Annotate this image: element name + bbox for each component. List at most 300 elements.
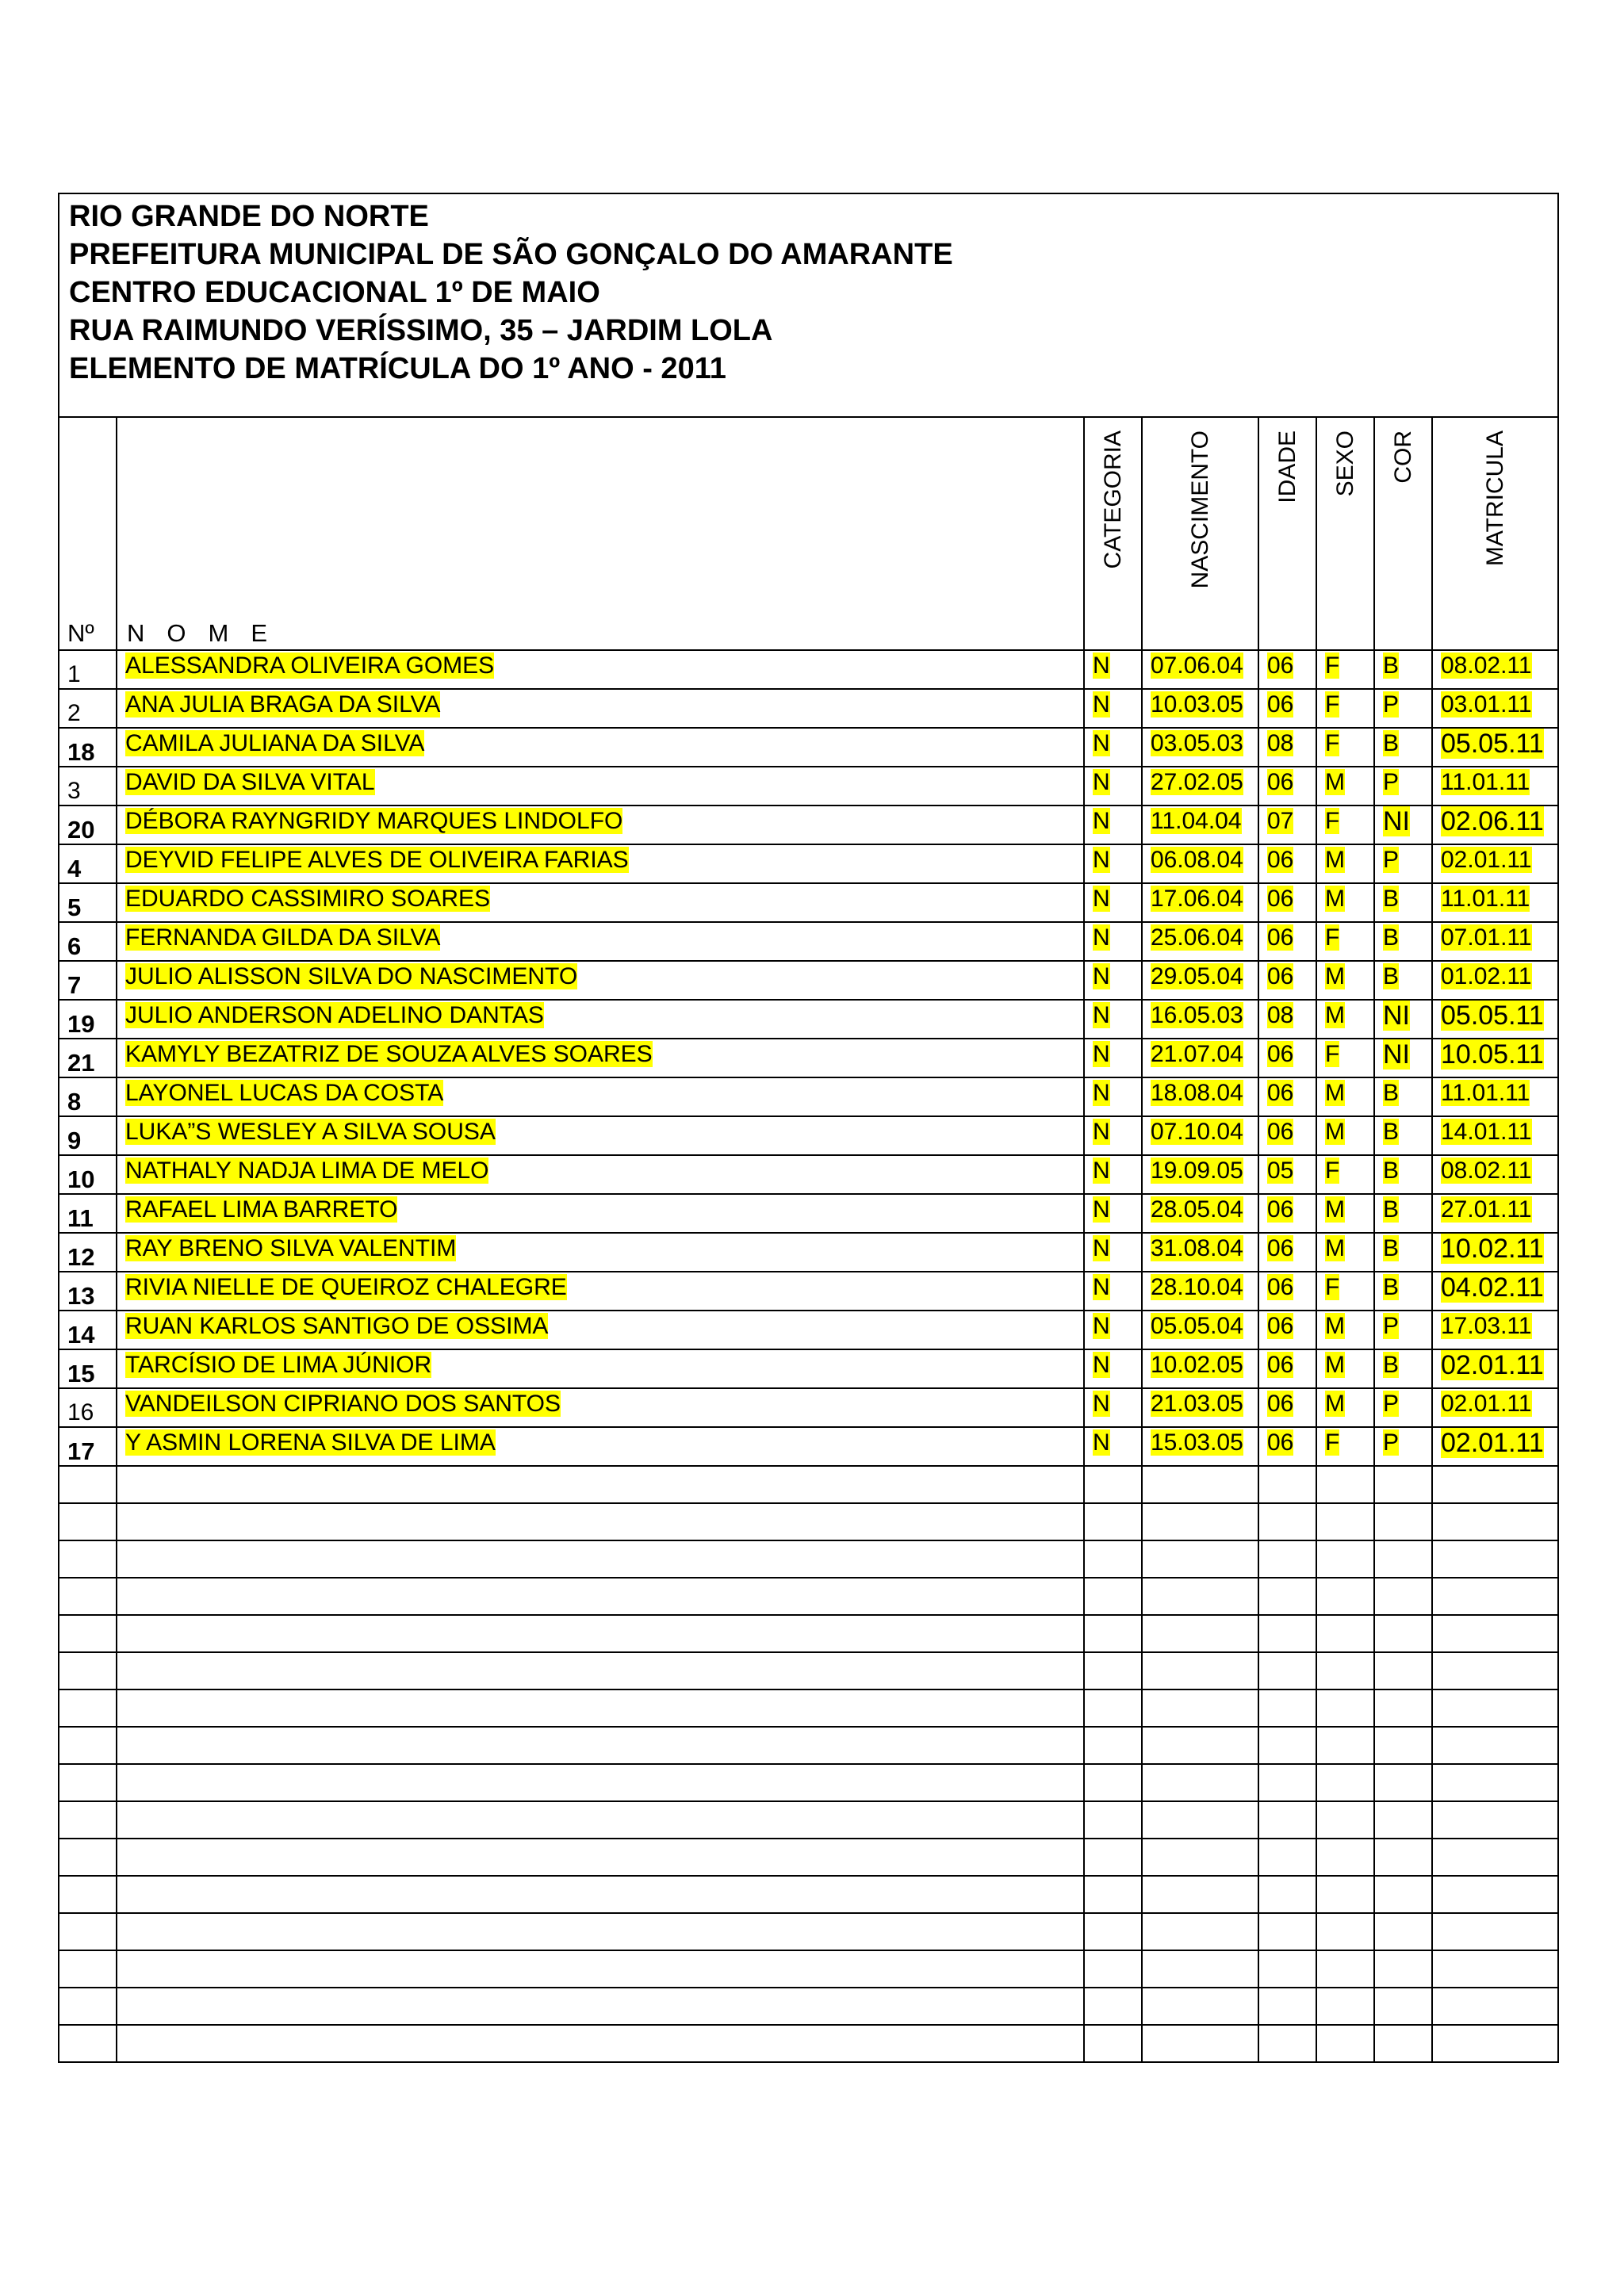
student-cor: NI <box>1383 1001 1410 1031</box>
student-number: 8 <box>59 1077 117 1116</box>
student-categoria-cell <box>1084 650 1142 689</box>
student-nome-cell <box>117 1349 1084 1388</box>
student-cor: B <box>1383 1352 1400 1378</box>
empty-cell <box>1316 1466 1374 1503</box>
table-row <box>59 922 1558 961</box>
student-idade-cell <box>1258 1077 1316 1116</box>
header-row <box>59 193 1558 417</box>
student-nascimento-cell <box>1142 728 1258 767</box>
student-idade: 06 <box>1267 963 1294 989</box>
document-header <box>59 193 1558 417</box>
empty-row <box>59 1839 1558 1876</box>
student-nascimento: 21.03.05 <box>1151 1391 1243 1417</box>
empty-cell <box>1374 1466 1432 1503</box>
empty-cell <box>1142 2025 1258 2062</box>
student-number: 12 <box>59 1233 117 1272</box>
student-nome-cell <box>117 1427 1084 1466</box>
student-idade-cell <box>1258 806 1316 844</box>
empty-cell <box>1084 1988 1142 2025</box>
empty-cell <box>1316 2025 1374 2062</box>
empty-cell <box>1432 1839 1558 1876</box>
empty-cell <box>1084 1950 1142 1988</box>
student-matricula: 07.01.11 <box>1441 924 1532 951</box>
empty-cell <box>1084 1913 1142 1950</box>
empty-row <box>59 1801 1558 1839</box>
student-cor: P <box>1383 1429 1400 1456</box>
student-categoria: N <box>1093 1235 1110 1261</box>
empty-row <box>59 1988 1558 2025</box>
header-address: RUA RAIMUNDO VERÍSSIMO, 35 – JARDIM LOLA <box>69 314 773 347</box>
empty-cell <box>1374 1578 1432 1615</box>
student-matricula: 03.01.11 <box>1441 691 1532 718</box>
student-categoria: N <box>1093 769 1110 795</box>
student-categoria: N <box>1093 691 1110 718</box>
student-number: 9 <box>59 1116 117 1155</box>
student-idade-cell <box>1258 961 1316 1000</box>
empty-cell <box>1142 1801 1258 1839</box>
student-matricula: 10.05.11 <box>1441 1039 1544 1070</box>
student-cor-cell <box>1374 728 1432 767</box>
student-nascimento: 31.08.04 <box>1151 1235 1243 1261</box>
empty-row <box>59 1950 1558 1988</box>
table-row <box>59 1039 1558 1077</box>
student-sexo: M <box>1325 963 1345 989</box>
student-sexo: M <box>1325 1119 1345 1145</box>
student-cor: B <box>1383 1080 1400 1106</box>
empty-cell <box>1316 1801 1374 1839</box>
student-nome-cell <box>117 844 1084 883</box>
student-cor: P <box>1383 847 1400 873</box>
empty-cell <box>1432 1540 1558 1578</box>
empty-cell <box>1432 1801 1558 1839</box>
empty-cell <box>1432 1727 1558 1764</box>
student-cor-cell <box>1374 844 1432 883</box>
student-nome: RIVIA NIELLE DE QUEIROZ CHALEGRE <box>125 1274 567 1300</box>
student-idade: 08 <box>1267 730 1294 756</box>
empty-cell <box>1432 1503 1558 1540</box>
empty-cell <box>1374 1503 1432 1540</box>
student-sexo: M <box>1325 1391 1345 1417</box>
student-nome: DEYVID FELIPE ALVES DE OLIVEIRA FARIAS <box>125 847 629 873</box>
student-cor-cell <box>1374 1155 1432 1194</box>
empty-cell <box>117 1727 1084 1764</box>
student-idade: 06 <box>1267 652 1294 679</box>
empty-cell <box>1142 1578 1258 1615</box>
student-cor-cell <box>1374 1039 1432 1077</box>
table-row <box>59 767 1558 806</box>
student-sexo-cell <box>1316 1077 1374 1116</box>
empty-cell <box>117 1615 1084 1652</box>
student-idade-cell <box>1258 1194 1316 1233</box>
empty-cell <box>117 1540 1084 1578</box>
student-categoria: N <box>1093 1119 1110 1145</box>
student-matricula: 02.01.11 <box>1441 1428 1544 1458</box>
empty-cell <box>1374 1876 1432 1913</box>
student-cor: B <box>1383 1274 1400 1300</box>
col-nascimento-label: NASCIMENTO <box>1186 430 1213 589</box>
student-nascimento: 10.02.05 <box>1151 1352 1243 1378</box>
student-idade: 08 <box>1267 1002 1294 1028</box>
student-sexo: M <box>1325 1235 1345 1261</box>
student-nascimento: 07.10.04 <box>1151 1119 1243 1145</box>
table-row <box>59 1311 1558 1349</box>
student-number: 17 <box>59 1427 117 1466</box>
student-cor: NI <box>1383 1039 1410 1070</box>
empty-cell <box>1084 1652 1142 1689</box>
student-idade-cell <box>1258 1388 1316 1427</box>
empty-cell <box>1432 1689 1558 1727</box>
student-nascimento: 28.05.04 <box>1151 1196 1243 1223</box>
student-nome: Y ASMIN LORENA SILVA DE LIMA <box>125 1429 496 1456</box>
student-sexo-cell <box>1316 961 1374 1000</box>
student-categoria-cell <box>1084 1272 1142 1311</box>
enrollment-table <box>58 193 1559 2063</box>
empty-cell <box>1316 1652 1374 1689</box>
enrollment-sheet <box>58 193 1557 2063</box>
table-row <box>59 844 1558 883</box>
empty-cell <box>1084 1839 1142 1876</box>
student-nascimento: 03.05.03 <box>1151 730 1243 756</box>
empty-cell <box>1316 1764 1374 1801</box>
student-matricula-cell <box>1432 1039 1558 1077</box>
empty-cell <box>59 1950 117 1988</box>
student-sexo: M <box>1325 1352 1345 1378</box>
student-categoria-cell <box>1084 1311 1142 1349</box>
student-cor: B <box>1383 886 1400 912</box>
empty-cell <box>1258 1727 1316 1764</box>
empty-cell <box>1316 1540 1374 1578</box>
student-sexo: M <box>1325 1002 1345 1028</box>
empty-cell <box>59 1466 117 1503</box>
student-nascimento: 29.05.04 <box>1151 963 1243 989</box>
table-row <box>59 1233 1558 1272</box>
student-cor: B <box>1383 924 1400 951</box>
empty-cell <box>59 1839 117 1876</box>
student-categoria-cell <box>1084 1039 1142 1077</box>
student-categoria-cell <box>1084 1388 1142 1427</box>
student-categoria-cell <box>1084 883 1142 922</box>
student-sexo: F <box>1325 1274 1340 1300</box>
empty-cell <box>1374 2025 1432 2062</box>
student-matricula: 27.01.11 <box>1441 1196 1532 1223</box>
student-sexo-cell <box>1316 1233 1374 1272</box>
empty-cell <box>59 1652 117 1689</box>
table-row <box>59 1155 1558 1194</box>
empty-row <box>59 1764 1558 1801</box>
student-sexo-cell <box>1316 1427 1374 1466</box>
student-idade-cell <box>1258 1155 1316 1194</box>
empty-cell <box>1142 1727 1258 1764</box>
empty-cell <box>117 1578 1084 1615</box>
student-nome: NATHALY NADJA LIMA DE MELO <box>125 1158 489 1184</box>
student-number: 16 <box>59 1388 117 1427</box>
student-nascimento: 05.05.04 <box>1151 1313 1243 1339</box>
student-nome-cell <box>117 961 1084 1000</box>
empty-cell <box>117 1801 1084 1839</box>
student-cor: P <box>1383 1391 1400 1417</box>
col-cor-header <box>1374 417 1432 650</box>
student-number: 18 <box>59 728 117 767</box>
student-idade-cell <box>1258 767 1316 806</box>
student-nome: LUKA”S WESLEY A SILVA SOUSA <box>125 1119 496 1145</box>
empty-cell <box>1084 1689 1142 1727</box>
student-matricula: 02.06.11 <box>1441 806 1544 836</box>
student-categoria-cell <box>1084 689 1142 728</box>
student-nome: ALESSANDRA OLIVEIRA GOMES <box>125 652 495 679</box>
empty-cell <box>59 1988 117 2025</box>
student-number: 7 <box>59 961 117 1000</box>
student-idade: 06 <box>1267 1391 1294 1417</box>
student-cor: B <box>1383 652 1400 679</box>
student-nascimento: 21.07.04 <box>1151 1041 1243 1067</box>
empty-cell <box>1142 1913 1258 1950</box>
student-cor-cell <box>1374 1388 1432 1427</box>
student-nascimento-cell <box>1142 1039 1258 1077</box>
empty-cell <box>1142 1950 1258 1988</box>
empty-cell <box>1142 1839 1258 1876</box>
empty-cell <box>1432 1652 1558 1689</box>
student-sexo: F <box>1325 1158 1340 1184</box>
student-nascimento-cell <box>1142 922 1258 961</box>
student-matricula-cell <box>1432 1272 1558 1311</box>
student-number: 20 <box>59 806 117 844</box>
empty-cell <box>1374 1839 1432 1876</box>
student-matricula-cell <box>1432 767 1558 806</box>
student-matricula: 02.01.11 <box>1441 847 1532 873</box>
student-matricula-cell <box>1432 883 1558 922</box>
student-matricula: 02.01.11 <box>1441 1391 1532 1417</box>
empty-cell <box>1084 1503 1142 1540</box>
empty-cell <box>1316 1615 1374 1652</box>
student-idade-cell <box>1258 1272 1316 1311</box>
student-categoria: N <box>1093 1429 1110 1456</box>
student-nome: DÉBORA RAYNGRIDY MARQUES LINDOLFO <box>125 808 623 834</box>
student-nascimento-cell <box>1142 689 1258 728</box>
student-nome-cell <box>117 1000 1084 1039</box>
empty-cell <box>1258 1764 1316 1801</box>
student-nome: CAMILA JULIANA DA SILVA <box>125 730 425 756</box>
student-cor: P <box>1383 691 1400 718</box>
student-nome-cell <box>117 806 1084 844</box>
empty-cell <box>1142 1764 1258 1801</box>
empty-cell <box>59 1727 117 1764</box>
student-nome-cell <box>117 650 1084 689</box>
student-cor: B <box>1383 1119 1400 1145</box>
student-idade-cell <box>1258 883 1316 922</box>
table-row <box>59 728 1558 767</box>
student-idade: 06 <box>1267 1274 1294 1300</box>
student-nascimento: 17.06.04 <box>1151 886 1243 912</box>
empty-row <box>59 1540 1558 1578</box>
student-matricula-cell <box>1432 1194 1558 1233</box>
student-nascimento: 11.04.04 <box>1151 808 1242 834</box>
student-nascimento-cell <box>1142 650 1258 689</box>
student-nascimento-cell <box>1142 1349 1258 1388</box>
student-categoria: N <box>1093 1274 1110 1300</box>
student-matricula-cell <box>1432 922 1558 961</box>
empty-cell <box>59 2025 117 2062</box>
student-cor-cell <box>1374 1349 1432 1388</box>
student-sexo-cell <box>1316 728 1374 767</box>
student-nome-cell <box>117 1311 1084 1349</box>
student-cor: B <box>1383 963 1400 989</box>
student-cor-cell <box>1374 650 1432 689</box>
empty-cell <box>1432 1466 1558 1503</box>
empty-cell <box>117 1466 1084 1503</box>
student-matricula: 17.03.11 <box>1441 1313 1532 1339</box>
header-school: CENTRO EDUCACIONAL 1º DE MAIO <box>69 276 600 309</box>
student-sexo-cell <box>1316 1311 1374 1349</box>
empty-cell <box>1084 1727 1142 1764</box>
empty-cell <box>1258 1913 1316 1950</box>
col-categoria-header <box>1084 417 1142 650</box>
table-row <box>59 689 1558 728</box>
student-number: 13 <box>59 1272 117 1311</box>
empty-cell <box>1258 1950 1316 1988</box>
empty-cell <box>1374 1652 1432 1689</box>
table-row <box>59 650 1558 689</box>
student-categoria: N <box>1093 1041 1110 1067</box>
student-sexo-cell <box>1316 1272 1374 1311</box>
empty-cell <box>59 1801 117 1839</box>
student-categoria: N <box>1093 924 1110 951</box>
student-sexo-cell <box>1316 767 1374 806</box>
student-nascimento-cell <box>1142 1311 1258 1349</box>
student-idade: 06 <box>1267 691 1294 718</box>
empty-cell <box>1432 1764 1558 1801</box>
empty-cell <box>1142 1652 1258 1689</box>
student-categoria: N <box>1093 886 1110 912</box>
student-nome-cell <box>117 689 1084 728</box>
empty-cell <box>1084 1578 1142 1615</box>
student-categoria-cell <box>1084 1349 1142 1388</box>
student-nome-cell <box>117 1388 1084 1427</box>
student-idade-cell <box>1258 844 1316 883</box>
student-nome-cell <box>117 1116 1084 1155</box>
empty-cell <box>59 1913 117 1950</box>
col-nome-header: NOME <box>117 417 1084 650</box>
empty-cell <box>1084 1466 1142 1503</box>
student-nascimento: 06.08.04 <box>1151 847 1243 873</box>
student-nascimento-cell <box>1142 961 1258 1000</box>
student-number: 10 <box>59 1155 117 1194</box>
student-sexo: F <box>1325 924 1340 951</box>
empty-cell <box>1432 1578 1558 1615</box>
empty-row <box>59 1615 1558 1652</box>
student-matricula: 08.02.11 <box>1441 652 1532 679</box>
empty-cell <box>1316 1689 1374 1727</box>
table-row <box>59 1077 1558 1116</box>
table-row <box>59 1116 1558 1155</box>
student-idade-cell <box>1258 728 1316 767</box>
empty-cell <box>1142 1503 1258 1540</box>
col-idade-header <box>1258 417 1316 650</box>
student-nascimento: 27.02.05 <box>1151 769 1243 795</box>
student-number: 15 <box>59 1349 117 1388</box>
student-cor-cell <box>1374 1427 1432 1466</box>
student-sexo: M <box>1325 769 1345 795</box>
empty-cell <box>1084 2025 1142 2062</box>
student-idade: 06 <box>1267 1119 1294 1145</box>
student-idade-cell <box>1258 1039 1316 1077</box>
student-idade-cell <box>1258 1427 1316 1466</box>
student-categoria-cell <box>1084 1000 1142 1039</box>
empty-cell <box>1374 1988 1432 2025</box>
student-nascimento-cell <box>1142 1427 1258 1466</box>
student-categoria-cell <box>1084 1077 1142 1116</box>
student-idade-cell <box>1258 1349 1316 1388</box>
student-categoria: N <box>1093 1313 1110 1339</box>
empty-cell <box>1142 1540 1258 1578</box>
student-sexo-cell <box>1316 1000 1374 1039</box>
empty-cell <box>1432 1876 1558 1913</box>
empty-cell <box>1316 1503 1374 1540</box>
empty-row <box>59 1913 1558 1950</box>
student-sexo: F <box>1325 730 1340 756</box>
student-cor-cell <box>1374 1311 1432 1349</box>
student-categoria-cell <box>1084 961 1142 1000</box>
student-matricula: 14.01.11 <box>1441 1119 1532 1145</box>
student-idade: 06 <box>1267 1080 1294 1106</box>
empty-cell <box>1258 2025 1316 2062</box>
student-nascimento-cell <box>1142 767 1258 806</box>
student-nome: JULIO ANDERSON ADELINO DANTAS <box>125 1002 544 1028</box>
empty-cell <box>117 2025 1084 2062</box>
student-cor: NI <box>1383 806 1410 836</box>
student-nascimento-cell <box>1142 883 1258 922</box>
student-matricula: 04.02.11 <box>1441 1272 1544 1303</box>
student-matricula-cell <box>1432 1077 1558 1116</box>
student-sexo-cell <box>1316 650 1374 689</box>
student-nascimento-cell <box>1142 1000 1258 1039</box>
student-nascimento: 18.08.04 <box>1151 1080 1243 1106</box>
student-nome: EDUARDO CASSIMIRO SOARES <box>125 886 491 912</box>
student-number: 11 <box>59 1194 117 1233</box>
col-categoria-label: CATEGORIA <box>1099 430 1126 569</box>
student-nome: RAFAEL LIMA BARRETO <box>125 1196 398 1223</box>
student-categoria-cell <box>1084 767 1142 806</box>
student-cor-cell <box>1374 1000 1432 1039</box>
student-matricula-cell <box>1432 1155 1558 1194</box>
student-nome: FERNANDA GILDA DA SILVA <box>125 924 441 951</box>
empty-row <box>59 1503 1558 1540</box>
empty-cell <box>117 1950 1084 1988</box>
student-nascimento: 28.10.04 <box>1151 1274 1243 1300</box>
table-row <box>59 1388 1558 1427</box>
student-categoria: N <box>1093 730 1110 756</box>
student-categoria-cell <box>1084 806 1142 844</box>
student-idade-cell <box>1258 689 1316 728</box>
student-nascimento-cell <box>1142 1116 1258 1155</box>
student-nascimento: 15.03.05 <box>1151 1429 1243 1456</box>
table-row <box>59 1000 1558 1039</box>
empty-cell <box>1432 1988 1558 2025</box>
student-categoria-cell <box>1084 1155 1142 1194</box>
student-cor-cell <box>1374 1116 1432 1155</box>
student-cor-cell <box>1374 922 1432 961</box>
column-header-row <box>59 417 1558 650</box>
student-sexo-cell <box>1316 922 1374 961</box>
student-nome: LAYONEL LUCAS DA COSTA <box>125 1080 444 1106</box>
student-number: 21 <box>59 1039 117 1077</box>
student-nascimento-cell <box>1142 1155 1258 1194</box>
table-row <box>59 961 1558 1000</box>
student-categoria: N <box>1093 1158 1110 1184</box>
empty-cell <box>1374 1689 1432 1727</box>
student-matricula: 11.01.11 <box>1441 769 1530 795</box>
empty-cell <box>59 1764 117 1801</box>
empty-cell <box>1258 1988 1316 2025</box>
